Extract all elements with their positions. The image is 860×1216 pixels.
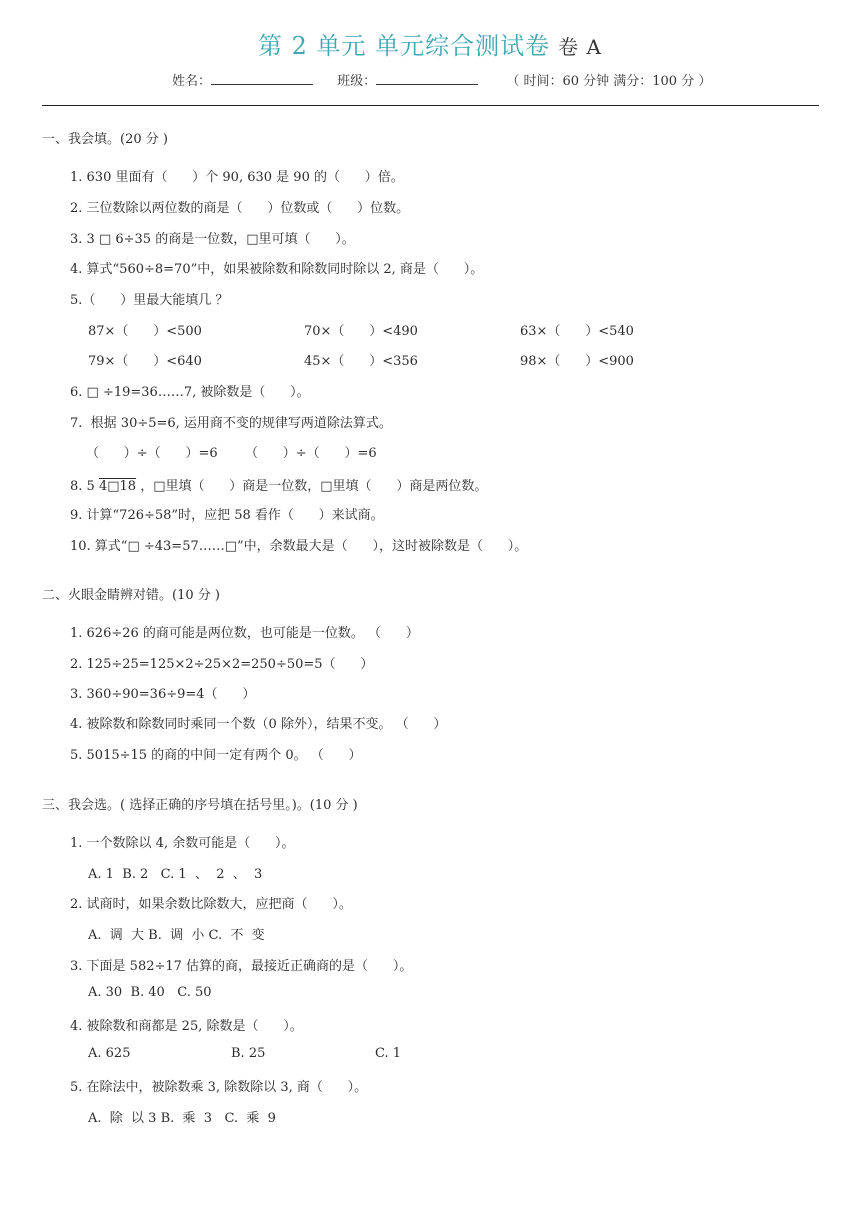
- s3-q2-options: A. 调 大 B. 调 小 C. 不 变: [88, 928, 265, 943]
- s1-q5-option: 63×（ ）<540: [520, 324, 634, 339]
- s1-q5-option: 98×（ ）<900: [520, 354, 634, 369]
- time-info: （ 时间：60 分钟 满分：100 分 ）: [506, 74, 712, 89]
- s1-q5-option: 70×（ ）<490: [304, 324, 418, 339]
- s3-question-4: 4. 被除数和商都是 25, 除数是（ ）。: [70, 1019, 303, 1034]
- s3-question-3: 3. 下面是 582÷17 估算的商，最接近正确商的是（ ）。: [70, 959, 413, 974]
- s1-q5-option: 87×（ ）<500: [88, 324, 202, 339]
- s1-question-7: 7. 根据 30÷5=6, 运用商不变的规律写两道除法算式。: [70, 416, 392, 431]
- s3-q3-options: A. 30 B. 40 C. 50: [88, 985, 212, 1000]
- s1-question-8: [70, 475, 487, 494]
- name-label: 姓名：: [172, 74, 212, 89]
- student-info-line: [172, 70, 711, 89]
- s1-question-6: 6. □ ÷19=36……7, 被除数是（ ）。: [70, 385, 310, 400]
- s2-question-1: 1. 626÷26 的商可能是两位数，也可能是一位数。 （ ）: [70, 626, 419, 641]
- s1-question-10: 10. 算式“□ ÷43=57……□”中，余数最大是（ ），这时被除数是（ ）。: [70, 539, 528, 554]
- page-title: [0, 26, 860, 61]
- title-suffix: 卷 A: [558, 35, 602, 59]
- name-blank[interactable]: [211, 72, 313, 85]
- class-label: 班级：: [337, 74, 377, 89]
- s1-q7-blank-b: （ ）÷（ ）=6: [245, 446, 377, 461]
- s3-question-5: 5. 在除法中，被除数乘 3, 除数除以 3, 商（ ）。: [70, 1080, 368, 1095]
- s1-question-3: 3. 3 □ 6÷35 的商是一位数，□里可填（ ）。: [70, 232, 355, 247]
- s1-question-4: 4. 算式“560÷8=70”中，如果被除数和除数同时除以 2, 商是（ ）。: [70, 262, 484, 277]
- section-2-heading: 二、火眼金睛辨对错。(10 分 ): [42, 588, 220, 603]
- s1-q7-blank-a: （ ）÷（ ）=6: [86, 446, 218, 461]
- title-main: 第 2 单元 单元综合测试卷: [258, 32, 551, 60]
- s1-question-2: 2. 三位数除以两位数的商是（ ）位数或（ ）位数。: [70, 201, 410, 216]
- s2-question-5: 5. 5015÷15 的商的中间一定有两个 0。 （ ）: [70, 748, 362, 763]
- s3-q4-option-b: B. 25: [231, 1046, 266, 1061]
- s3-q4-option-a: A. 625: [88, 1046, 131, 1061]
- q8-suffix: ，□里填（ ）商是一位数，□里填（ ）商是两位数。: [136, 479, 488, 494]
- s3-question-1: 1. 一个数除以 4, 余数可能是（ ）。: [70, 836, 295, 851]
- s1-q5-option: 45×（ ）<356: [304, 354, 418, 369]
- s3-q4-option-c: C. 1: [375, 1046, 402, 1061]
- q8-prefix: 8. 5: [70, 479, 99, 494]
- s3-q5-options: A. 除 以 3 B. 乘 3 C. 乘 9: [88, 1111, 276, 1126]
- s3-q1-options: A. 1 B. 2 C. 1 、 2 、 3: [88, 867, 263, 882]
- s1-question-9: 9. 计算“726÷58”时，应把 58 看作（ ）来试商。: [70, 508, 384, 523]
- s1-question-5: 5.（ ）里最大能填几 ？: [70, 293, 229, 308]
- s1-question-1: 1. 630 里面有（ ）个 90, 630 是 90 的（ ）倍。: [70, 170, 404, 185]
- s2-question-4: 4. 被除数和除数同时乘同一个数（0 除外），结果不变。 （ ）: [70, 717, 447, 732]
- header-divider: [42, 105, 819, 106]
- long-division-symbol: 4□18: [98, 479, 137, 494]
- class-blank[interactable]: [376, 72, 478, 85]
- s2-question-3: 3. 360÷90=36÷9=4（ ）: [70, 687, 256, 702]
- section-1-heading: 一、我会填。(20 分 ): [42, 132, 168, 147]
- s3-question-2: 2. 试商时，如果余数比除数大，应把商（ ）。: [70, 897, 352, 912]
- s2-question-2: 2. 125÷25=125×2÷25×2=250÷50=5（ ）: [70, 657, 374, 672]
- section-3-heading: 三、我会选。( 选择正确的序号填在括号里。)。(10 分 ): [42, 798, 358, 813]
- s1-q5-option: 79×（ ）<640: [88, 354, 202, 369]
